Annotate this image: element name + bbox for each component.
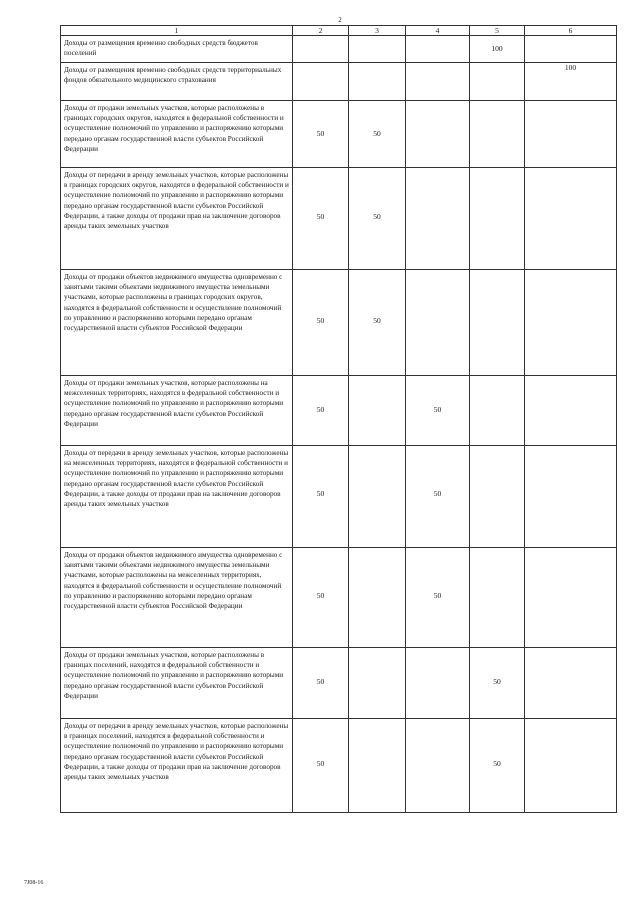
table-row [61, 548, 617, 648]
value-cell [406, 446, 470, 548]
value-cell [525, 63, 617, 101]
row-description: Доходы от размещения временно свободных средств территориальных фондов обязательного медицинского страхования [61, 63, 293, 101]
column-header: 4 [406, 26, 470, 36]
value-cell [525, 168, 617, 270]
value-cell [470, 168, 525, 270]
value-cell [470, 63, 525, 101]
value-cell [293, 168, 349, 270]
value-cell [293, 36, 349, 63]
value-cell [349, 101, 406, 168]
value-cell [406, 36, 470, 63]
value-cell [293, 446, 349, 548]
value-cell [525, 270, 617, 376]
value-cell [406, 548, 470, 648]
value-cell [349, 548, 406, 648]
value-cell [349, 270, 406, 376]
value-cell [406, 270, 470, 376]
value-cell [525, 719, 617, 813]
cell-value: 50 [493, 759, 501, 768]
value-cell [406, 648, 470, 719]
value-cell [406, 376, 470, 446]
value-cell [525, 101, 617, 168]
row-description: Доходы от продажи земельных участков, которые расположены в границах поселений, находятся в федеральной собственности и осуществление полномочий по управлению и распоряжению которыми передано органам государственной власти субъектов Российской Федерации [61, 648, 293, 719]
value-cell [293, 648, 349, 719]
value-cell [293, 63, 349, 101]
cell-value: 100 [564, 63, 577, 72]
value-cell [470, 36, 525, 63]
cell-value: 50 [433, 489, 442, 498]
value-cell [349, 446, 406, 548]
cell-value: 50 [316, 489, 325, 498]
page-number: 2 [338, 16, 342, 24]
value-cell [293, 270, 349, 376]
cell-value: 50 [316, 591, 325, 600]
row-description: Доходы от продажи объектов недвижимого имущества одновременно с занятыми такими объектами недвижимого имущества земельными участками, которые расположены в границах городских округов, находятся в федеральной собственности и осуществление полномочий по управлению и распоряжению которыми передано органам государственной власти субъектов Российской Федерации [61, 270, 293, 376]
value-cell [525, 548, 617, 648]
cell-value: 50 [373, 316, 381, 325]
value-cell [470, 719, 525, 813]
row-description: Доходы от передачи в аренду земельных участков, которые расположены на межселенных территориях, находятся в федеральной собственности и осуществление полномочий по управлению и распоряжению которыми передано органам государственной власти субъектов Российской Федерации, а также доходы от продажи прав на заключение договоров аренды таких земельных участков [61, 446, 293, 548]
value-cell [349, 376, 406, 446]
table-row [61, 63, 617, 101]
cell-value: 50 [316, 759, 325, 768]
value-cell [349, 63, 406, 101]
cell-value: 50 [433, 405, 442, 414]
value-cell [525, 648, 617, 719]
value-cell [349, 36, 406, 63]
cell-value: 50 [316, 677, 325, 686]
value-cell [293, 548, 349, 648]
value-cell [293, 719, 349, 813]
value-cell [406, 101, 470, 168]
cell-value: 50 [373, 212, 381, 221]
row-description: Доходы от продажи земельных участков, которые расположены на межселенных территориях, находятся в федеральной собственности и осуществление полномочий по управлению и распоряжению которыми передано органам государственной власти субъектов Российской Федерации [61, 376, 293, 446]
row-description: Доходы от продажи объектов недвижимого имущества одновременно с занятыми такими объектами недвижимого имущества земельными участками, которые расположены на межселенных территориях, находятся в федеральной собственности и осуществление полномочий по управлению и распоряжению которыми передано органам государственной власти субъектов Российской Федерации [61, 548, 293, 648]
cell-value: 50 [316, 212, 325, 221]
cell-value: 50 [493, 677, 501, 686]
column-header: 1 [61, 26, 293, 36]
table-row [61, 648, 617, 719]
table-row [61, 168, 617, 270]
table-row [61, 101, 617, 168]
cell-value: 50 [316, 405, 325, 414]
cell-value: 50 [316, 129, 325, 138]
value-cell [470, 648, 525, 719]
value-cell [406, 168, 470, 270]
cell-value: 50 [316, 316, 325, 325]
row-description: Доходы от продажи земельных участков, которые расположены в границах городских округов, находятся в федеральной собственности и осуществление полномочий по управлению и распоряжению которыми передано органам государственной власти субъектов Российской Федерации [61, 101, 293, 168]
value-cell [470, 270, 525, 376]
column-header: 2 [293, 26, 349, 36]
value-cell [293, 376, 349, 446]
value-cell [349, 168, 406, 270]
value-cell [406, 719, 470, 813]
table-row [61, 376, 617, 446]
table-row [61, 719, 617, 813]
value-cell [349, 648, 406, 719]
table-header-row [61, 26, 617, 36]
cell-value: 100 [491, 44, 503, 53]
value-cell [470, 446, 525, 548]
cell-value: 50 [373, 129, 381, 138]
value-cell [293, 101, 349, 168]
value-cell [470, 376, 525, 446]
table-row [61, 446, 617, 548]
value-cell [406, 63, 470, 101]
table-row [61, 270, 617, 376]
value-cell [349, 719, 406, 813]
column-header: 3 [349, 26, 406, 36]
value-cell [525, 36, 617, 63]
row-description: Доходы от размещения временно свободных средств бюджетов поселений [61, 36, 293, 63]
value-cell [525, 446, 617, 548]
document-code: 7J08-16 [24, 880, 44, 886]
value-cell [470, 101, 525, 168]
column-header: 5 [470, 26, 525, 36]
cell-value: 50 [433, 591, 442, 600]
row-description: Доходы от передачи в аренду земельных участков, которые расположены в границах городских округов, находятся в федеральной собственности и осуществление полномочий по управлению и распоряжению которыми передано органам государственной власти субъектов Российской Федерации, а также доходы от продажи прав на заключение договоров аренды таких земельных участков [61, 168, 293, 270]
value-cell [470, 548, 525, 648]
value-cell [525, 376, 617, 446]
row-description: Доходы от передачи в аренду земельных участков, которые расположены в границах поселений, находятся в федеральной собственности и осуществление полномочий по управлению и распоряжению которыми передано органам государственной власти субъектов Российской Федерации, а также доходы от продажи прав на заключение договоров аренды таких земельных участков [61, 719, 293, 813]
column-header: 6 [525, 26, 617, 36]
table-row [61, 36, 617, 63]
revenue-distribution-table [60, 25, 617, 813]
